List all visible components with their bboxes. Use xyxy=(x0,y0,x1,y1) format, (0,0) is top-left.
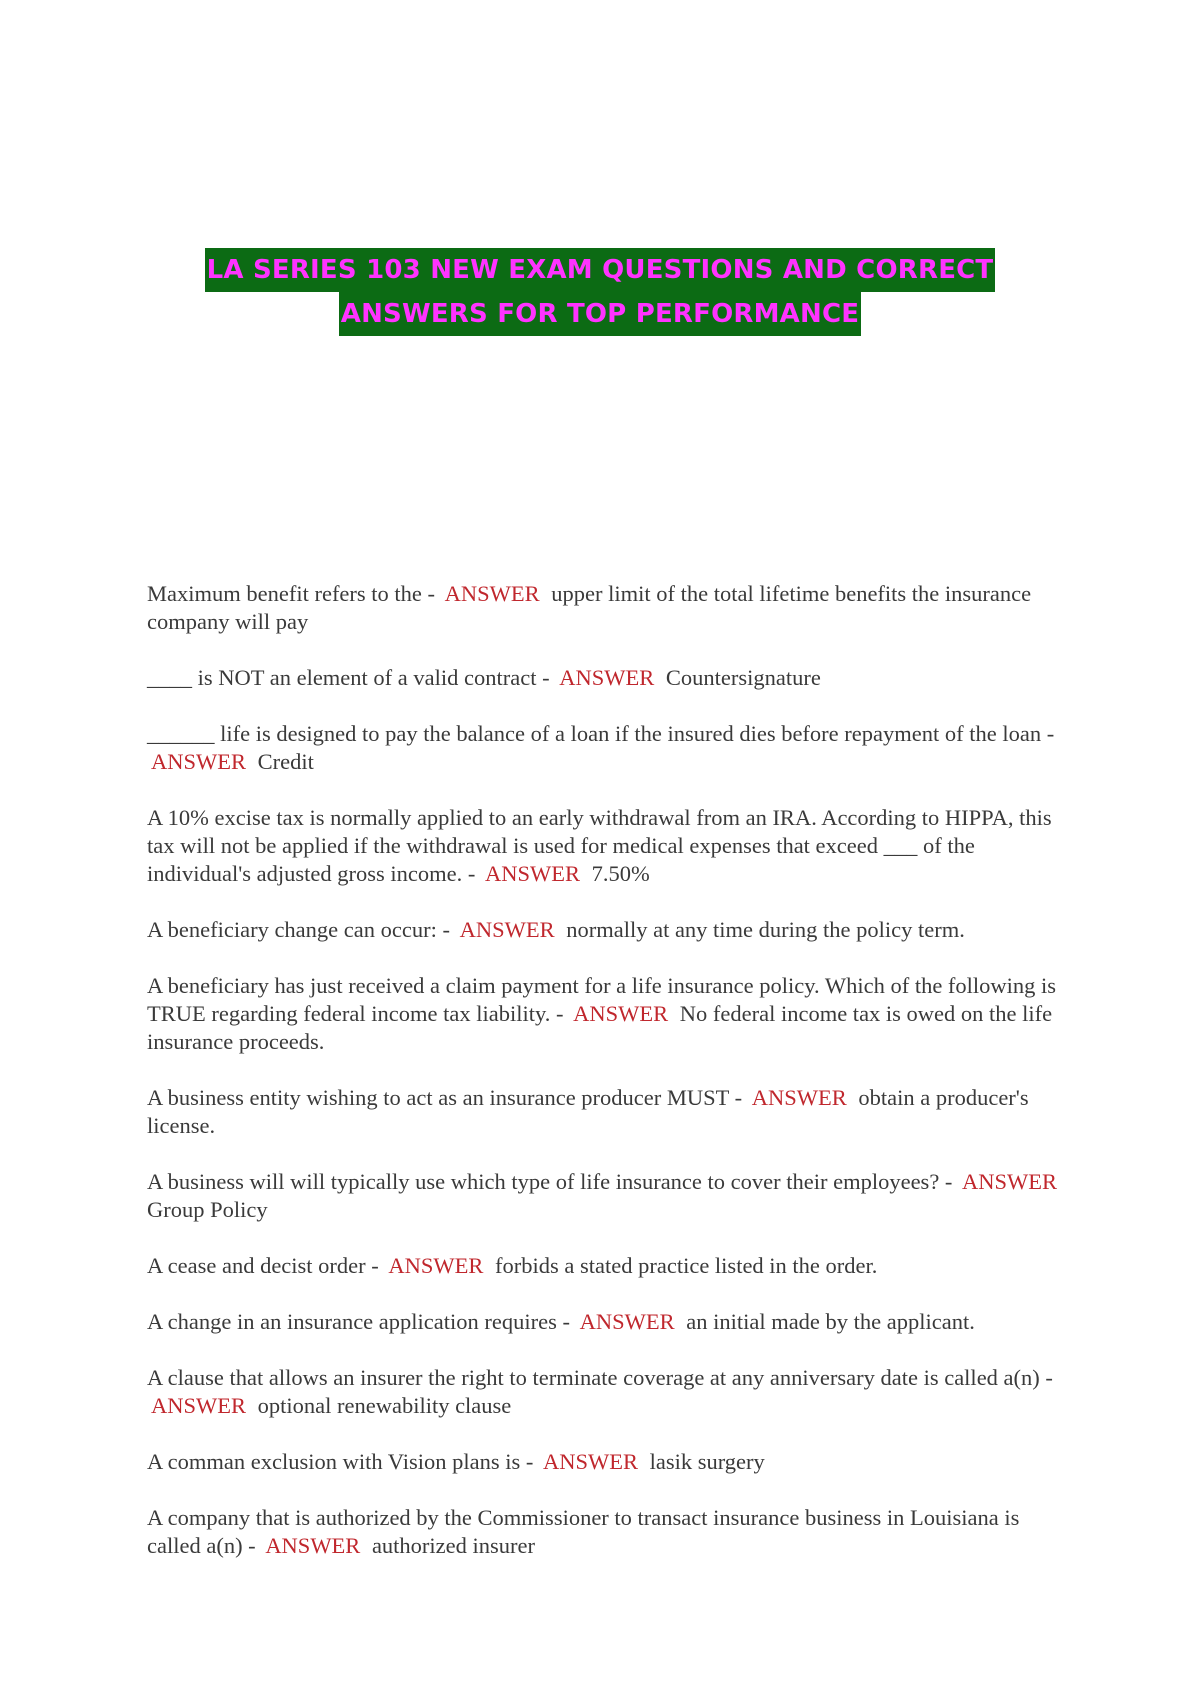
qa-list xyxy=(147,580,1067,1588)
answer-label: ANSWER xyxy=(542,1449,638,1474)
answer-text: 7.50% xyxy=(591,861,650,886)
answer-label: ANSWER xyxy=(151,749,246,774)
qa-item xyxy=(147,1364,1067,1420)
document-title xyxy=(0,248,1200,336)
question-text: A business will will typically use which type of life insurance to cover their employees? - xyxy=(147,1169,953,1194)
answer-label: ANSWER xyxy=(459,917,555,942)
answer-text: normally at any time during the policy term. xyxy=(566,917,965,942)
question-text: ____ is NOT an element of a valid contract - xyxy=(147,665,550,690)
question-text: A business entity wishing to act as an insurance producer MUST - xyxy=(147,1085,743,1110)
question-text: A clause that allows an insurer the right to terminate coverage at any anniversary date is called a(n) - xyxy=(147,1365,1053,1390)
question-text: A comman exclusion with Vision plans is - xyxy=(147,1449,534,1474)
question-text: ______ life is designed to pay the balance of a loan if the insured dies before repayment of the loan - xyxy=(147,721,1055,746)
qa-item xyxy=(147,1252,1067,1280)
qa-item xyxy=(147,1504,1067,1560)
answer-label: ANSWER xyxy=(444,581,540,606)
qa-item xyxy=(147,720,1067,776)
answer-text: Countersignature xyxy=(665,665,821,690)
answer-label: ANSWER xyxy=(962,1169,1058,1194)
answer-label: ANSWER xyxy=(485,861,581,886)
answer-text: No federal income tax is owed on the life insurance proceeds. xyxy=(147,1001,1053,1054)
answer-text: optional renewability clause xyxy=(257,1393,512,1418)
answer-label: ANSWER xyxy=(265,1533,361,1558)
answer-text: Credit xyxy=(257,749,314,774)
qa-item xyxy=(147,580,1067,636)
question-text: A company that is authorized by the Commissioner to transact insurance business in Louisiana is called a(n) - xyxy=(147,1505,1020,1558)
title-line-1: LA SERIES 103 NEW EXAM QUESTIONS AND CORRECT xyxy=(205,248,996,292)
answer-label: ANSWER xyxy=(388,1253,484,1278)
question-text: A change in an insurance application requires - xyxy=(147,1309,570,1334)
title-line-2: ANSWERS FOR TOP PERFORMANCE xyxy=(339,292,861,336)
answer-label: ANSWER xyxy=(751,1085,847,1110)
question-text: A cease and decist order - xyxy=(147,1253,379,1278)
qa-item xyxy=(147,804,1067,888)
answer-label: ANSWER xyxy=(559,665,655,690)
question-text: A beneficiary has just received a claim payment for a life insurance policy. Which of the following is TRUE regarding federal income tax liability. - xyxy=(147,973,1057,1026)
qa-item xyxy=(147,1168,1067,1224)
answer-label: ANSWER xyxy=(573,1001,669,1026)
qa-item xyxy=(147,916,1067,944)
answer-text: upper limit of the total lifetime benefits the insurance company will pay xyxy=(147,581,1032,634)
qa-item xyxy=(147,1308,1067,1336)
qa-item xyxy=(147,1448,1067,1476)
answer-text: forbids a stated practice listed in the order. xyxy=(495,1253,878,1278)
question-text: A beneficiary change can occur: - xyxy=(147,917,450,942)
answer-text: lasik surgery xyxy=(649,1449,765,1474)
qa-item xyxy=(147,664,1067,692)
answer-label: ANSWER xyxy=(151,1393,246,1418)
answer-text: authorized insurer xyxy=(371,1533,535,1558)
question-text: A 10% excise tax is normally applied to an early withdrawal from an IRA. According to HIPPA, this tax will not be applied if the withdrawal is used for medical expenses that exceed ___ of the individual's adjusted gross income. - xyxy=(147,805,1052,886)
qa-item xyxy=(147,972,1067,1056)
question-text: Maximum benefit refers to the - xyxy=(147,581,436,606)
answer-text: obtain a producer's license. xyxy=(147,1085,1029,1138)
answer-text: an initial made by the applicant. xyxy=(686,1309,975,1334)
answer-text: Group Policy xyxy=(147,1197,268,1222)
qa-item xyxy=(147,1084,1067,1140)
answer-label: ANSWER xyxy=(579,1309,675,1334)
